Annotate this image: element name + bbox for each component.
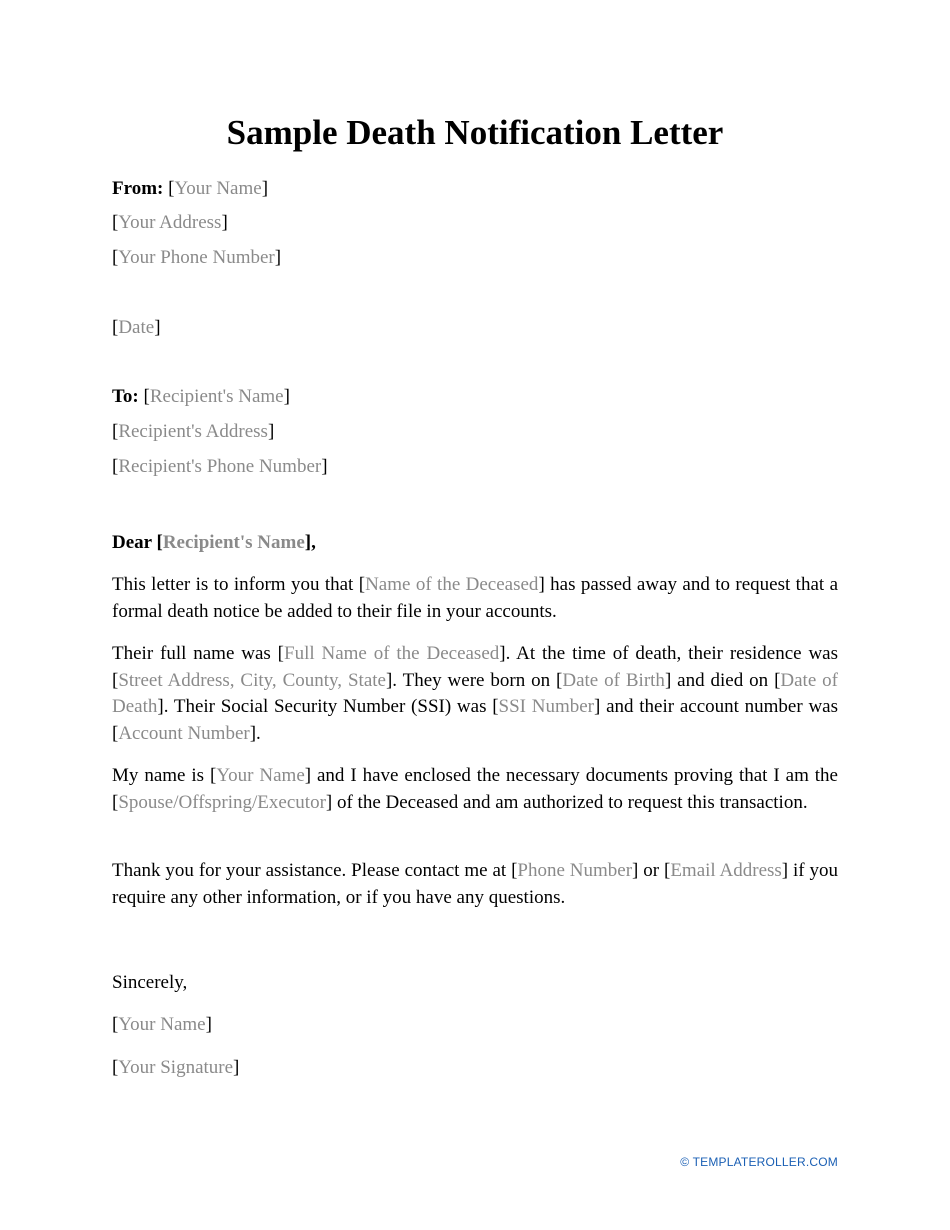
text-segment: or bbox=[638, 860, 664, 881]
paragraph-2: Their full name was [Full Name of the Deceased]. At the time of death, their residence was [Street Address, City, County, State]. They were born on [Date of Birth] and died on [Date of Death]. Their Social Security Number (SSI) was [SSI Number] and their account number was [Account Number]. bbox=[112, 643, 838, 745]
placeholder-email-address: Email Address bbox=[670, 860, 782, 881]
footer-brand-link[interactable]: TEMPLATEROLLER.COM bbox=[692, 1155, 838, 1169]
closing: Sincerely, bbox=[112, 972, 188, 993]
from-phone-placeholder: Your Phone Number bbox=[118, 247, 275, 268]
signature-name-line: [Your Name] bbox=[112, 1014, 212, 1035]
placeholder-date-of-birth: Date of Birth bbox=[562, 669, 665, 691]
text-segment: and their account number was bbox=[600, 696, 838, 718]
salutation: Dear [Recipient's Name], bbox=[112, 532, 316, 553]
from-label: From: bbox=[112, 178, 164, 199]
to-phone-placeholder: Recipient's Phone Number bbox=[118, 456, 322, 477]
to-name-placeholder: Recipient's Name bbox=[149, 386, 284, 407]
placeholder-relationship: Spouse/Offspring/Executor bbox=[118, 791, 326, 813]
from-address-placeholder: Your Address bbox=[118, 212, 222, 233]
from-name-line: From: [Your Name] bbox=[112, 178, 269, 199]
paragraph-1: This letter is to inform you that [Name of the Deceased] has passed away and to request that a formal death notice be added to their file in your accounts. bbox=[112, 574, 838, 622]
paragraph-3: My name is [Your Name] and I have enclosed the necessary documents proving that I am the [Spouse/Offspring/Executor] of the Deceased and am authorized to request this transaction. bbox=[112, 765, 838, 813]
salutation-name-placeholder: Recipient's Name bbox=[162, 532, 305, 553]
date-line: [Date] bbox=[112, 317, 161, 338]
text-segment: . Their Social Security Number (SSI) was bbox=[163, 696, 493, 718]
date-placeholder: Date bbox=[118, 317, 155, 338]
text-segment: This letter is to inform you that bbox=[112, 574, 359, 595]
to-label: To: bbox=[112, 386, 139, 407]
placeholder-ssi-number: SSI Number bbox=[498, 696, 595, 718]
text-segment: if you require any other information, or if you have any questions. bbox=[112, 860, 839, 908]
placeholder-your-name: Your Name bbox=[216, 765, 305, 786]
placeholder-deceased-name: Name of the Deceased bbox=[365, 574, 539, 595]
text-segment: has passed away and to request that a formal death notice be added to their file in your accounts. bbox=[112, 574, 838, 622]
text-segment: and I have enclosed the necessary documents proving that I am the bbox=[311, 765, 838, 786]
signature-name-placeholder: Your Name bbox=[118, 1014, 206, 1035]
footer-credit[interactable] bbox=[680, 1155, 838, 1169]
from-phone-line: [Your Phone Number] bbox=[112, 247, 282, 268]
placeholder-account-number: Account Number bbox=[118, 723, 250, 745]
salutation-prefix: Dear bbox=[112, 532, 152, 553]
text-segment: . They were born on bbox=[392, 669, 557, 691]
text-segment: Thank you for your assistance. Please contact me at bbox=[112, 860, 512, 881]
to-address-line: [Recipient's Address] bbox=[112, 421, 275, 442]
page-title: Sample Death Notification Letter bbox=[226, 113, 724, 152]
placeholder-residence: Street Address, City, County, State bbox=[118, 669, 386, 691]
paragraph-4: Thank you for your assistance. Please contact me at [Phone Number] or [Email Address] if you require any other information, or if you have any questions. bbox=[112, 860, 839, 908]
signature-placeholder: Your Signature bbox=[118, 1057, 234, 1078]
placeholder-full-name: Full Name of the Deceased bbox=[284, 643, 500, 664]
to-address-placeholder: Recipient's Address bbox=[118, 421, 268, 442]
text-segment: . At the time of death, their residence was bbox=[505, 643, 838, 664]
text-segment: My name is bbox=[112, 765, 210, 786]
text-segment: . bbox=[256, 723, 261, 745]
placeholder-phone-number: Phone Number bbox=[517, 860, 633, 881]
text-segment: Their full name was bbox=[112, 643, 278, 664]
text-segment: and died on bbox=[671, 669, 775, 691]
text-segment: of the Deceased and am authorized to request this transaction. bbox=[332, 791, 808, 813]
to-name-line: To: [Recipient's Name] bbox=[112, 386, 290, 407]
placeholder-date-of-death: Date of Death bbox=[112, 669, 838, 718]
from-name-placeholder: Your Name bbox=[174, 178, 262, 199]
to-phone-line: [Recipient's Phone Number] bbox=[112, 456, 328, 477]
copyright-icon: © bbox=[680, 1155, 690, 1169]
signature-line: [Your Signature] bbox=[112, 1057, 240, 1078]
from-address-line: [Your Address] bbox=[112, 212, 228, 233]
